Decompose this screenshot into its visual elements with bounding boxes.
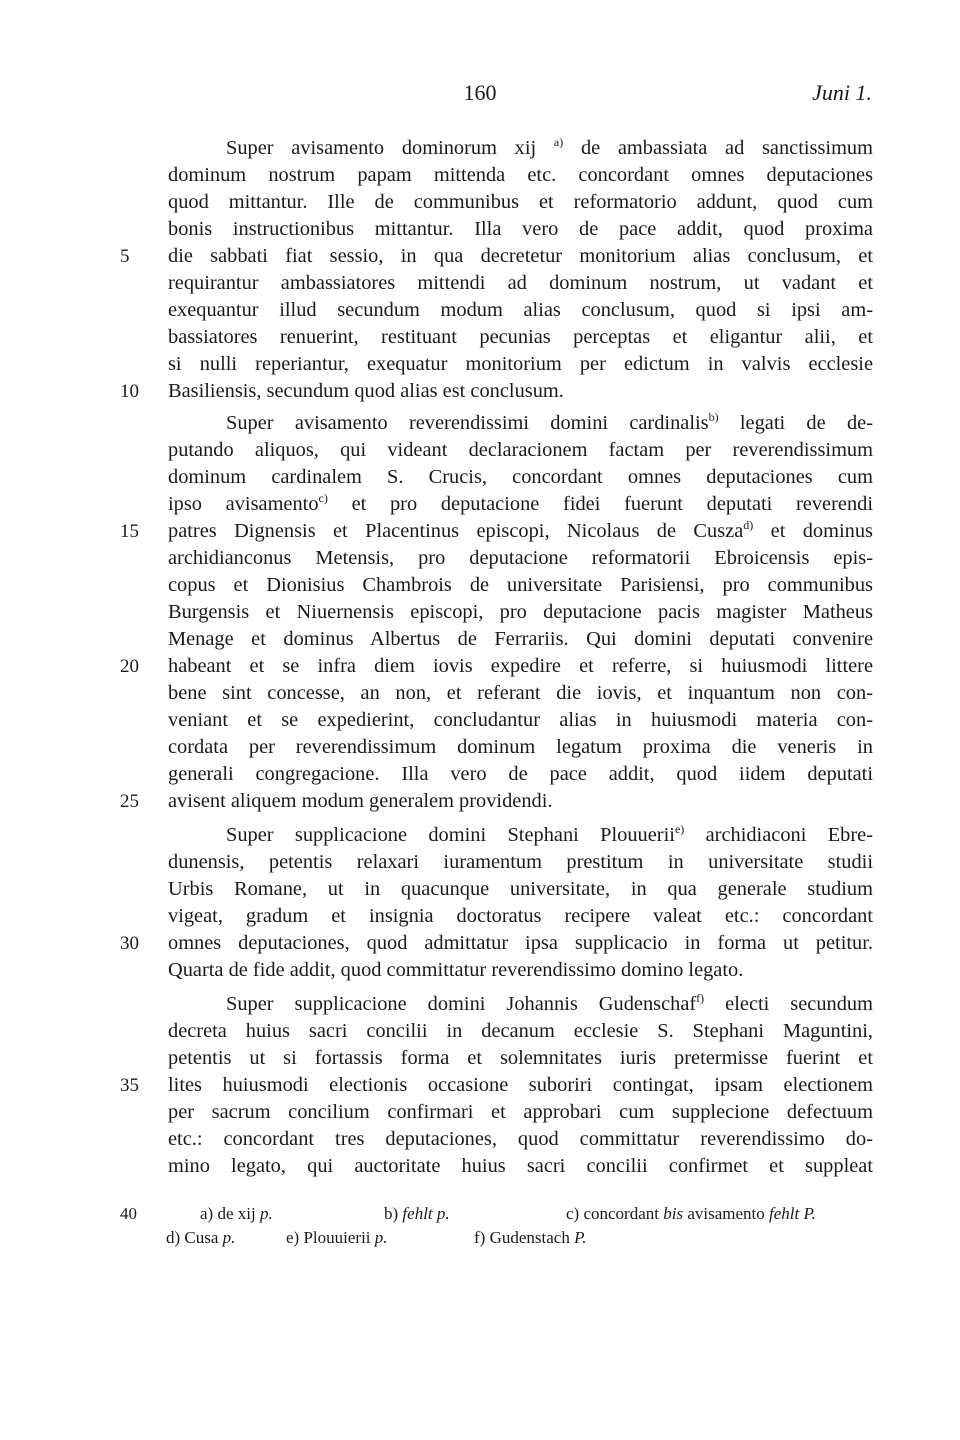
margin-number-20: 20 xyxy=(120,656,139,677)
footnote-mark-e: e) xyxy=(674,822,685,836)
footnote-b: b) fehlt p. xyxy=(384,1204,450,1223)
text-line-12: putando aliquos, qui videant declaracionem factam per reverendissimum xyxy=(168,439,873,461)
margin-number-35: 35 xyxy=(120,1075,139,1096)
text-line-1: Super avisamento dominorum xij $^{a)}$ de ambassiata ad sanctissimum xyxy=(226,135,873,159)
text-line-25: avisent aliquem modum generalem providendi. xyxy=(168,790,553,812)
footnote-mark-a: a) xyxy=(553,135,564,149)
footnote-mark-c: c) xyxy=(318,491,328,505)
text-line-29: vigeat, gradum et insignia doctoratus recipere valeat etc.: concordant xyxy=(168,905,873,927)
text-line-6: requirantur ambassiatores mittendi ad dominum nostrum, ut vadant et xyxy=(168,272,873,294)
margin-number-40: 40 xyxy=(120,1204,137,1223)
text-line-24: generali congregacione. Illa vero de pace addit, quod iidem deputati xyxy=(168,763,873,785)
footnote-a: a) de xij p. xyxy=(200,1204,273,1223)
footnote-mark-d: d) xyxy=(743,518,754,532)
footnote-f: f) Gudenstach P. xyxy=(474,1228,587,1247)
footnote-c: c) concordant bis avisamento fehlt P. xyxy=(566,1204,816,1223)
text-line-23: cordata per reverendissimum dominum legatum proxima die veneris in xyxy=(168,736,873,758)
text-line-22: veniant et se expedierint, concludantur alias in huiusmodi materia con- xyxy=(168,709,873,731)
text-line-32: Super supplicacione domini Johannis Gudenschaf$^{f)}$ electi secundum xyxy=(226,991,873,1015)
running-head: Juni 1. xyxy=(812,80,872,105)
text-line-16: archidianconus Metensis, pro deputacione reformatorii Ebroicensis epis- xyxy=(168,547,873,569)
text-line-5: die sabbati fiat sessio, in qua decretetur monitorium alias conclusum, et xyxy=(168,245,873,267)
text-line-3: quod mittantur. Ille de communibus et reformatorio addunt, quod cum xyxy=(168,191,873,213)
page-number: 160 xyxy=(463,80,497,105)
text-line-37: etc.: concordant tres deputaciones, quod committatur reverendissimo do- xyxy=(168,1128,873,1150)
footnote-d: d) Cusa p. xyxy=(166,1228,236,1247)
text-line-31: Quarta de fide addit, quod committatur reverendissimo domino legato. xyxy=(168,959,744,981)
margin-number-25: 25 xyxy=(120,791,139,812)
text-line-30: omnes deputaciones, quod admittatur ipsa supplicacio in forma ut petitur. xyxy=(168,932,873,954)
text-line-27: dunensis, petentis relaxari iuramentum prestitum in universitate studii xyxy=(168,851,873,873)
text-line-35: lites huiusmodi electionis occasione suboriri contingat, ipsam electionem xyxy=(168,1074,873,1096)
text-line-21: bene sint concesse, an non, et referant die iovis, et inquantum non con- xyxy=(168,682,873,704)
text-line-38: mino legato, qui auctoritate huius sacri concilii confirmet et suppleat xyxy=(168,1155,873,1177)
margin-number-15: 15 xyxy=(120,521,139,542)
text-line-18: Burgensis et Niuernensis episcopi, pro deputacione pacis magister Matheus xyxy=(168,601,873,623)
text-line-13: dominum cardinalem S. Crucis, concordant omnes deputaciones cum xyxy=(168,466,873,488)
text-line-2: dominum nostrum papam mittenda etc. concordant omnes deputaciones xyxy=(168,164,873,186)
margin-number-5: 5 xyxy=(120,246,130,267)
text-line-17: copus et Dionisius Chambrois de universitate Parisiensi, pro communibus xyxy=(168,574,873,596)
margin-number-10: 10 xyxy=(120,381,139,402)
footnote-e: e) Plouuierii p. xyxy=(286,1228,388,1247)
text-line-28: Urbis Romane, ut in quacunque universitate, in qua generale studium xyxy=(168,878,873,900)
text-line-7: exequantur illud secundum modum alias conclusum, quod si ipsi am- xyxy=(168,299,873,321)
margin-number-30: 30 xyxy=(120,933,139,954)
text-line-33: decreta huius sacri concilii in decanum ecclesie S. Stephani Maguntini, xyxy=(168,1020,873,1042)
text-line-26: Super supplicacione domini Stephani Plouuerii$^{e)}$ archidiaconi Ebre- xyxy=(226,822,873,846)
text-line-11: Super avisamento reverendissimi domini cardinalis$^{b)}$ legati de de- xyxy=(226,410,873,434)
text-line-10: Basiliensis, secundum quod alias est conclusum. xyxy=(168,380,564,402)
footnote-mark-b: b) xyxy=(708,410,719,424)
text-line-34: petentis ut si fortassis forma et solemnitates iuris pretermisse fuerint et xyxy=(168,1047,873,1069)
footnote-mark-f: f) xyxy=(696,991,705,1005)
text-line-36: per sacrum concilium confirmari et approbari cum supplecione defectuum xyxy=(168,1101,873,1123)
text-line-8: bassiatores renuerint, restituant pecunias perceptas et eligantur alii, et xyxy=(168,326,873,348)
text-line-15: patres Dignensis et Placentinus episcopi, Nicolaus de Cusza$^{d)}$ et dominus xyxy=(168,518,873,542)
text-line-14: ipso avisamento$^{c)}$ et pro deputacione fidei fuerunt deputati reverendi xyxy=(168,491,873,515)
text-line-19: Menage et dominus Albertus de Ferrariis. Qui domini deputati convenire xyxy=(168,628,873,650)
text-line-9: si nulli reperiantur, exequatur monitorium per edictum in valvis ecclesie xyxy=(168,353,873,375)
text-line-4: bonis instructionibus mittantur. Illa vero de pace addit, quod proxima xyxy=(168,218,873,240)
text-line-20: habeant et se infra diem iovis expedire et referre, si huiusmodi littere xyxy=(168,655,873,677)
